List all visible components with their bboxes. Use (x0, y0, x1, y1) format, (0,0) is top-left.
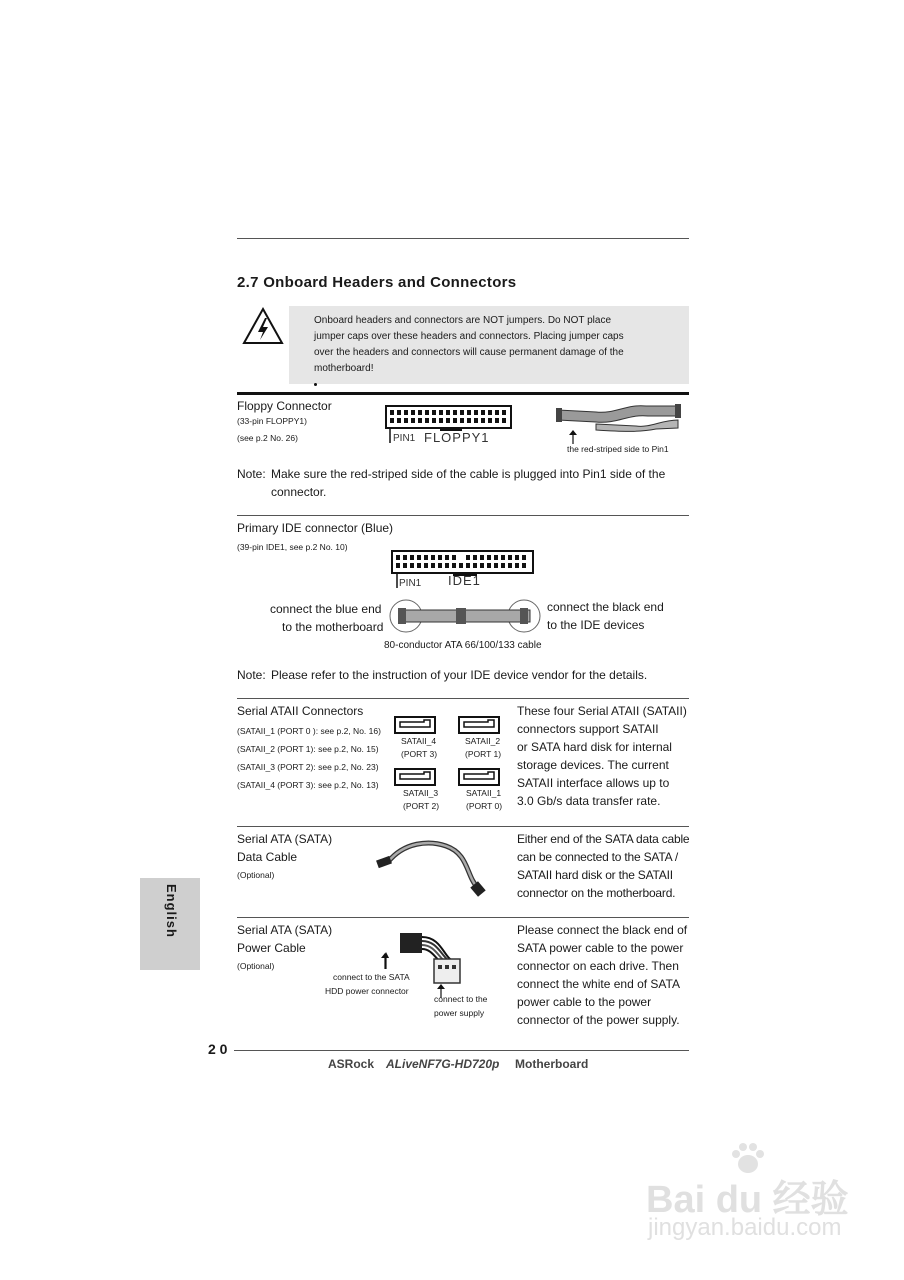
footer-rule (234, 1050, 689, 1051)
language-tab-label: English (164, 884, 179, 938)
desc-line: 3.0 Gb/s data transfer rate. (517, 794, 661, 808)
desc-line: storage devices. The current (517, 758, 669, 772)
floppy-note-line-1: Make sure the red-striped side of the cable is plugged into Pin1 side of the (271, 467, 666, 481)
ide-header-label: IDE1 (448, 573, 481, 588)
warning-line: over the headers and connectors will cause permanent damage of the (314, 347, 624, 358)
sata-port-number: (PORT 1) (465, 749, 502, 759)
desc-line: connector of the power supply. (517, 1013, 680, 1027)
sata-power-title-1: Serial ATA (SATA) (237, 923, 333, 937)
sata-conn-description (517, 702, 687, 810)
ide-left-label-2: to the motherboard (282, 620, 384, 634)
sata-power-title-2: Power Cable (237, 941, 306, 955)
warning-line: motherboard! (314, 363, 374, 374)
desc-line: Please connect the black end of (517, 923, 688, 937)
footer-model: ALiveNF7G-HD720p (386, 1057, 500, 1071)
desc-line: or SATA hard disk for internal (517, 740, 672, 754)
floppy-note-prefix: Note: (237, 467, 266, 481)
floppy-title: Floppy Connector (237, 399, 332, 413)
floppy-note-line-2: connector. (271, 485, 327, 499)
section-title: 2.7 Onboard Headers and Connectors (237, 274, 517, 291)
floppy-subtitle-2: (see p.2 No. 26) (237, 433, 298, 443)
floppy-arrow (569, 430, 577, 444)
sata-power-description (517, 921, 687, 1029)
thick-rule (237, 392, 689, 395)
sata-conn-line: (SATAII_4 (PORT 3): see p.2, No. 13) (237, 780, 379, 790)
sata-port-icon (394, 716, 436, 734)
sata-port-number: (PORT 0) (466, 801, 503, 811)
floppy-header-label: FLOPPY1 (424, 430, 490, 445)
footer-brand: ASRock (328, 1057, 375, 1071)
ide-cable-caption: 80-conductor ATA 66/100/133 cable (384, 640, 542, 651)
ide-subtitle: (39-pin IDE1, see p.2 No. 10) (237, 542, 348, 552)
sata-port-name: SATAII_3 (403, 788, 439, 798)
floppy-subtitle-1: (33-pin FLOPPY1) (237, 416, 307, 426)
sata-port-number: (PORT 2) (403, 801, 440, 811)
sata-port-name: SATAII_4 (401, 736, 437, 746)
desc-line: These four Serial ATAII (SATAII) (517, 704, 687, 718)
sata-data-rule (237, 826, 689, 827)
desc-line: power cable to the power (517, 995, 652, 1009)
sata-conn-rule (237, 698, 689, 699)
sata-conn-line: (SATAII_1 (PORT 0 ): see p.2, No. 16) (237, 726, 381, 736)
warning-line: jumper caps over these headers and connectors. Placing jumper caps (314, 331, 624, 342)
sata-port-icon (394, 768, 436, 786)
sata-data-title-1: Serial ATA (SATA) (237, 832, 333, 846)
sata-conn-line: (SATAII_2 (PORT 1): see p.2, No. 15) (237, 744, 379, 754)
ide-cable-image (388, 598, 544, 634)
sata-data-title-2: Data Cable (237, 850, 298, 864)
floppy-cable-caption: the red-striped side to Pin1 (567, 444, 669, 454)
hdd-label-2: HDD power connector (325, 986, 409, 996)
hdd-label-1: connect to the SATA (333, 972, 410, 982)
footer-product: Motherboard (515, 1057, 589, 1071)
desc-line: connectors support SATAII (517, 722, 659, 736)
desc-line: connect the white end of SATA (517, 977, 680, 991)
sata-data-cable-image (374, 832, 490, 898)
bullet-dot (314, 383, 317, 386)
ide-title: Primary IDE connector (Blue) (237, 521, 394, 535)
desc-line: SATAII interface allows up to (517, 776, 670, 790)
page-number: 2 0 (208, 1041, 228, 1057)
sata-data-optional: (Optional) (237, 870, 275, 880)
sata-power-optional: (Optional) (237, 961, 275, 971)
ide-right-label-2: to the IDE devices (547, 618, 645, 632)
ide-rule (237, 515, 689, 516)
sata-power-rule (237, 917, 689, 918)
ide-note-prefix: Note: (237, 668, 266, 682)
desc-line: Either end of the SATA data cable (517, 832, 690, 846)
desc-line: can be connected to the SATA / (517, 850, 678, 864)
watermark-url: jingyan.baidu.com (648, 1214, 842, 1241)
watermark-logo: Bai du 经验 (646, 1179, 849, 1221)
desc-line: SATA power cable to the power (517, 941, 684, 955)
sata-conn-title: Serial ATAII Connectors (237, 704, 364, 718)
ide-pin1-label: PIN1 (399, 578, 422, 589)
ide-right-label-1: connect the black end (547, 600, 664, 614)
sata-port-name: SATAII_1 (466, 788, 502, 798)
desc-line: SATAII hard disk or the SATAII (517, 868, 673, 882)
warning-text (314, 313, 686, 377)
sata-port-name: SATAII_2 (465, 736, 501, 746)
ide-note: Please refer to the instruction of your IDE device vendor for the details. (271, 668, 648, 682)
ide-left-label-1: connect the blue end (270, 602, 382, 616)
top-rule (237, 238, 689, 239)
warning-line: Onboard headers and connectors are NOT jumpers. Do NOT place (314, 315, 612, 326)
floppy-cable-image (556, 402, 682, 432)
desc-line: connector on each drive. Then (517, 959, 679, 973)
sata-conn-line: (SATAII_3 (PORT 2): see p.2, No. 23) (237, 762, 379, 772)
hdd-arrow (381, 953, 389, 969)
paw-icon (728, 1142, 768, 1176)
desc-line: connector on the motherboard. (517, 886, 676, 900)
warning-icon (241, 306, 285, 346)
sata-data-description (517, 830, 689, 902)
psu-label-1: connect to the (434, 994, 488, 1004)
floppy-pin1-label: PIN1 (393, 433, 416, 444)
sata-port-number: (PORT 3) (401, 749, 438, 759)
sata-port-icon (458, 768, 500, 786)
sata-port-icon (458, 716, 500, 734)
psu-label-2: power supply (434, 1008, 485, 1018)
sata-conn-list (237, 722, 381, 794)
